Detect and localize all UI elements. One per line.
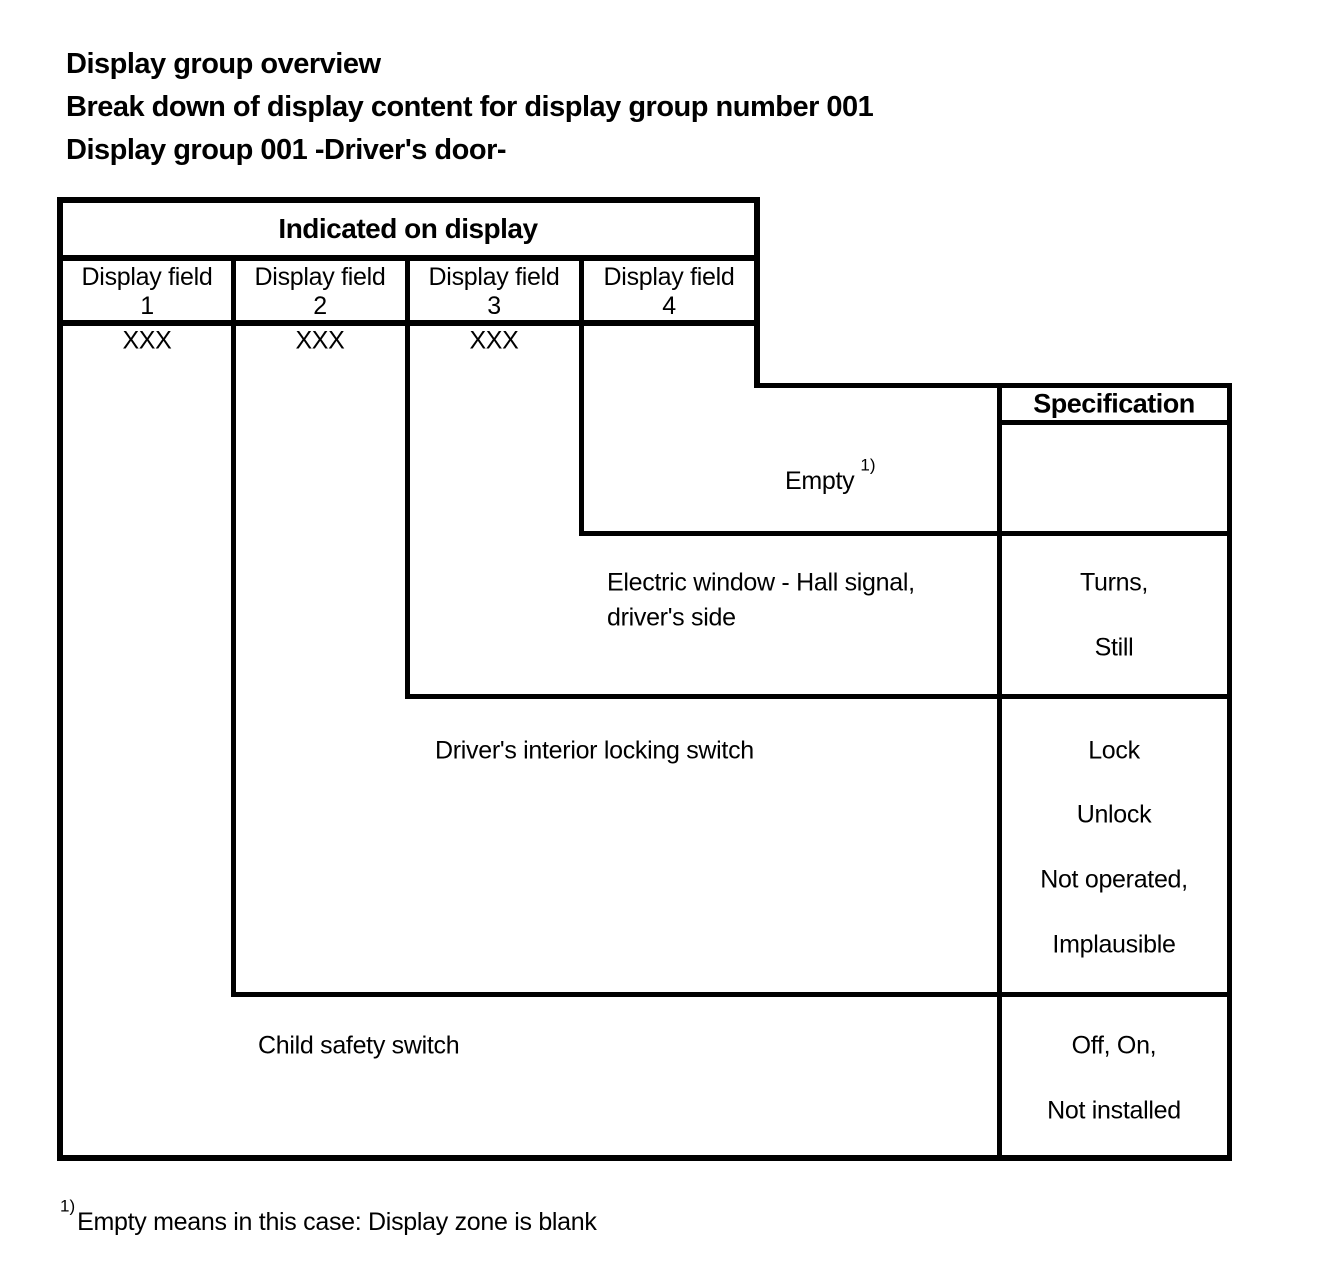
border-header-right [754,197,760,388]
border-row-empty-bottom [579,531,1232,536]
border-table-bottom [57,1155,1232,1161]
spec-value-off-on: Off, On, [1071,1031,1157,1060]
display-field-3-value: XXX [469,326,519,355]
display-field-2-label: Display field [254,263,386,291]
spec-value-turns: Turns, [1079,568,1149,597]
spec-value-lock: Lock [1088,736,1140,765]
row-label-locking-switch: Driver's interior locking switch [435,736,754,765]
display-field-1-value: XXX [122,326,172,355]
column-header-display-field-3 [429,263,560,321]
display-field-4-number: 4 [662,292,676,320]
display-field-3-label: Display field [428,263,560,291]
column-header-display-field-4 [604,263,735,321]
border-col4-left [579,255,584,536]
empty-label: Empty [785,466,855,495]
display-field-3-number: 3 [487,292,501,320]
row-label-empty [785,455,876,495]
display-field-2-number: 2 [313,292,327,320]
border-left [57,197,63,1161]
footnote-text: Empty means in this case: Display zone is blank [77,1207,597,1236]
specification-header: Specification [1033,388,1195,419]
border-col3-left [405,255,410,699]
border-spec-right [1227,383,1232,1161]
page-title-line-2: Break down of display content for display group number 001 [66,91,874,123]
row-label-electric-window-line-2: driver's side [607,603,736,632]
display-field-2-value: XXX [295,326,345,355]
footnote [60,1196,597,1236]
indicated-on-display-header: Indicated on display [278,212,538,244]
border-row-locking-bottom [231,992,1232,997]
empty-footnote-marker: 1) [860,455,876,475]
spec-value-not-operated: Not operated, [1040,865,1188,894]
spec-value-implausible: Implausible [1052,930,1176,959]
border-row-electric-bottom [405,694,1232,699]
spec-value-not-installed: Not installed [1047,1096,1181,1125]
border-col2-left [231,255,236,997]
border-header-top [57,197,760,203]
display-field-4-label: Display field [603,263,735,291]
border-spec-left [997,383,1002,1161]
spec-value-unlock: Unlock [1076,800,1152,829]
column-header-display-field-2 [255,263,386,321]
page-title-line-3: Display group 001 -Driver's door- [66,134,507,166]
column-header-display-field-1 [82,263,213,321]
spec-value-still: Still [1094,633,1134,662]
row-label-electric-window-line-1: Electric window - Hall signal, [607,568,915,597]
border-step-field4-to-spec [754,383,1232,388]
page-title-line-1: Display group overview [66,48,381,80]
display-field-1-label: Display field [81,263,213,291]
display-field-1-number: 1 [140,292,154,320]
footnote-marker: 1) [60,1196,76,1216]
row-label-child-safety-switch: Child safety switch [258,1031,460,1060]
border-spec-header-bottom [997,420,1232,425]
